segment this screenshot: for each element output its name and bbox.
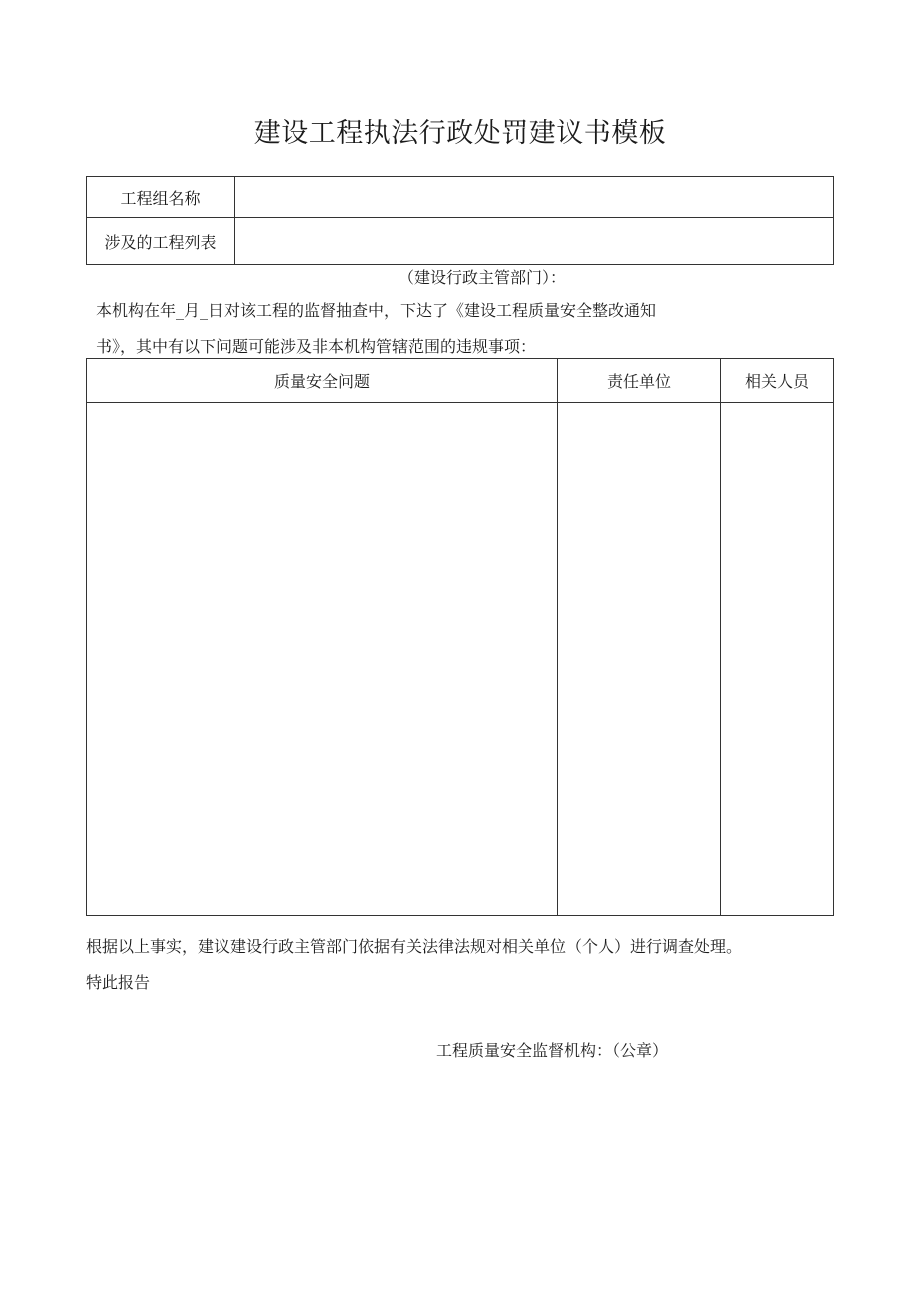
signature-line: 工程质量安全监督机构：（公章）	[436, 1041, 669, 1060]
related-personnel-cell	[721, 403, 834, 916]
project-info-table	[86, 176, 834, 265]
issues-body-row	[87, 403, 834, 916]
issues-header-row	[87, 359, 834, 403]
projects-list-row	[87, 218, 834, 265]
issues-table	[86, 358, 834, 916]
closing-text: 特此报告	[86, 973, 151, 992]
project-name-row	[87, 177, 834, 218]
body-line-2: 书》，其中有以下问题可能涉及非本机构管辖范围的违规事项：	[96, 337, 537, 356]
header-quality-safety-issue: 质量安全问题	[87, 359, 558, 403]
document-title: 建设工程执法行政处罚建议书模板	[253, 118, 667, 149]
recipient-line: （建设行政主管部门）：	[398, 268, 567, 287]
body-line-1: 本机构在年_月_日对该工程的监督抽查中，下达了《建设工程质量安全整改通知	[96, 301, 657, 320]
project-name-value	[235, 177, 834, 218]
header-responsible-unit: 责任单位	[558, 359, 721, 403]
issue-cell	[87, 403, 558, 916]
responsible-unit-cell	[558, 403, 721, 916]
projects-list-value	[235, 218, 834, 265]
header-related-personnel: 相关人员	[721, 359, 834, 403]
projects-list-label: 涉及的工程列表	[87, 218, 235, 265]
conclusion-text: 根据以上事实，建议建设行政主管部门依据有关法律法规对相关单位（个人）进行调查处理。	[86, 937, 743, 956]
project-name-label: 工程组名称	[87, 177, 235, 218]
